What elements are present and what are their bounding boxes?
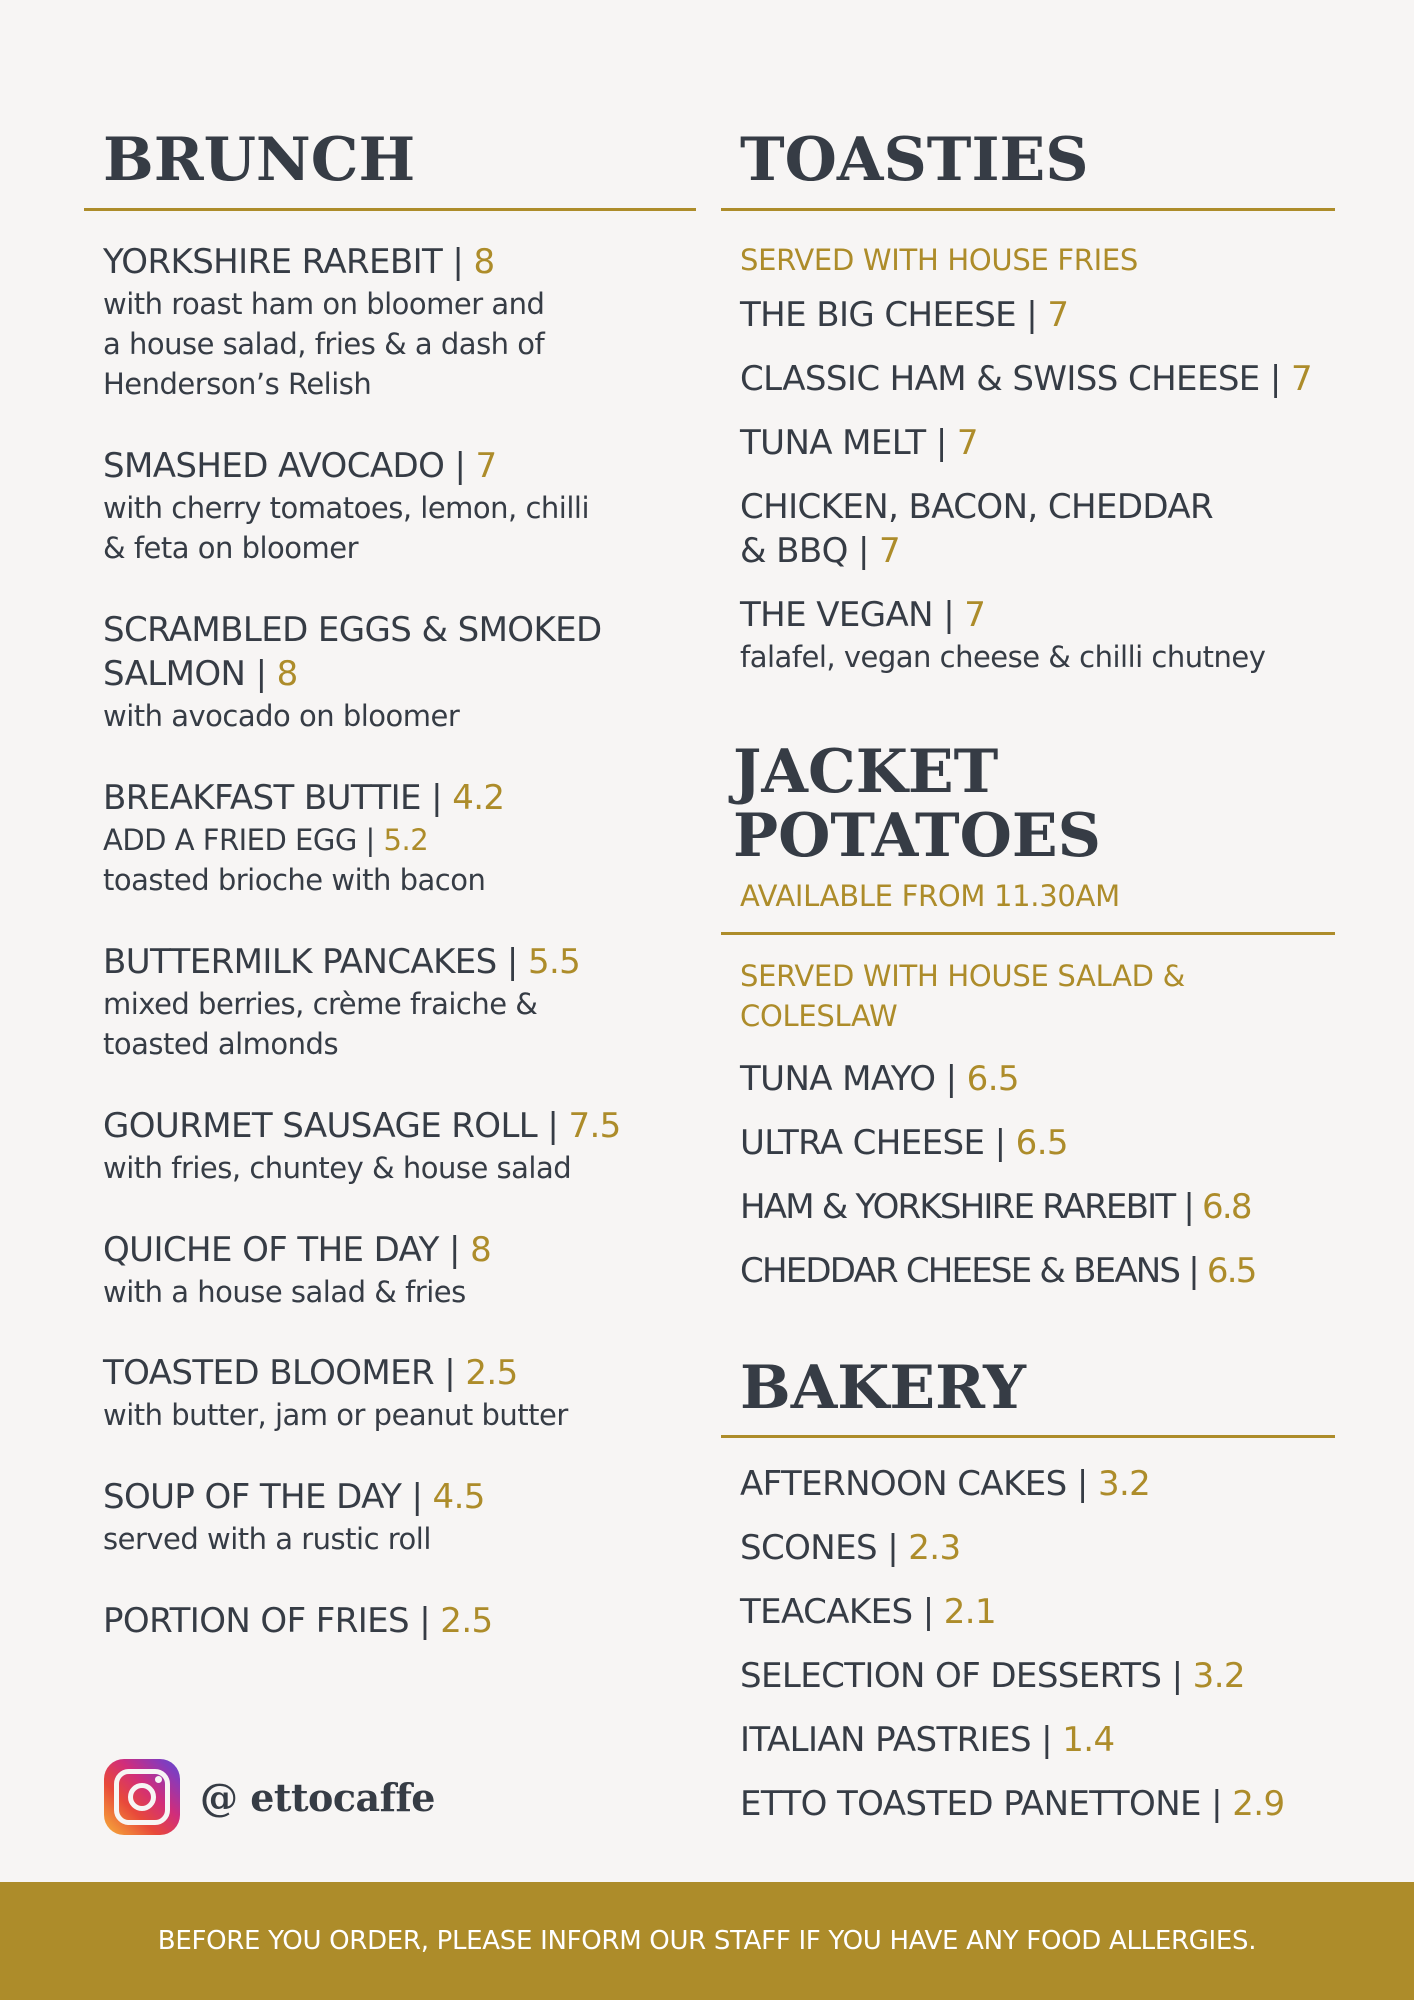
menu-item xyxy=(740,1121,1068,1165)
item-title xyxy=(103,940,580,984)
item-name: BREAKFAST BUTTIE xyxy=(103,778,421,818)
item-separator: | xyxy=(933,595,965,635)
item-separator: | xyxy=(1066,1464,1098,1504)
menu-item xyxy=(103,1351,568,1435)
item-separator: | xyxy=(537,1106,569,1146)
item-title-line1: SCRAMBLED EGGS & SMOKED xyxy=(103,610,602,650)
item-title xyxy=(740,1249,1256,1293)
menu-item xyxy=(103,444,589,568)
menu-item xyxy=(103,1599,493,1643)
item-name: QUICHE OF THE DAY xyxy=(103,1230,439,1270)
item-price: 4.5 xyxy=(432,1477,485,1517)
item-name: THE VEGAN xyxy=(740,595,934,635)
item-price: 7 xyxy=(956,423,978,463)
item-title xyxy=(740,421,978,465)
jacket-availability: AVAILABLE FROM 11.30AM xyxy=(740,879,1120,913)
item-title xyxy=(740,293,1068,337)
item-title xyxy=(103,1104,621,1148)
social-link[interactable] xyxy=(104,1759,435,1835)
menu-item xyxy=(740,1057,1019,1101)
item-description: with avocado on bloomer xyxy=(103,699,460,733)
instagram-icon xyxy=(104,1759,180,1835)
item-title xyxy=(103,1599,493,1643)
allergy-footer xyxy=(0,1882,1414,2000)
item-separator: | xyxy=(444,446,476,486)
menu-item xyxy=(103,1475,485,1559)
allergy-notice: BEFORE YOU ORDER, PLEASE INFORM OUR STAFF IF YOU HAVE ANY FOOD ALLERGIES. xyxy=(157,1926,1257,1956)
item-title xyxy=(103,240,544,284)
bakery-divider xyxy=(721,1435,1335,1438)
addon-price: 5.2 xyxy=(383,823,429,857)
item-separator: | xyxy=(876,1528,909,1568)
item-title xyxy=(103,776,504,820)
item-description: Henderson’s Relish xyxy=(103,367,372,401)
item-price: 7 xyxy=(879,531,901,571)
jacket-note-line1: SERVED WITH HOUSE SALAD & xyxy=(740,959,1185,993)
toasties-heading: TOASTIES xyxy=(740,125,1089,195)
menu-item xyxy=(740,1590,996,1634)
menu-item xyxy=(740,485,1213,573)
item-name: TEACAKES xyxy=(740,1592,913,1632)
brunch-divider xyxy=(84,208,696,211)
menu-item xyxy=(740,1526,961,1570)
item-title xyxy=(103,1228,491,1272)
item-separator: | xyxy=(912,1592,944,1632)
item-name: SCONES xyxy=(740,1528,877,1568)
item-title xyxy=(740,529,1213,573)
brunch-heading: BRUNCH xyxy=(103,125,416,195)
menu-item xyxy=(103,1104,621,1188)
menu-item xyxy=(740,293,1068,337)
item-name: THE BIG CHEESE xyxy=(740,295,1017,335)
item-separator: | xyxy=(434,1353,466,1393)
item-title xyxy=(740,1654,1245,1698)
item-title-line1: CHICKEN, BACON, CHEDDAR xyxy=(740,487,1214,527)
jacket-note-line2: COLESLAW xyxy=(740,999,898,1033)
item-name: SALMON xyxy=(103,654,246,694)
menu-item xyxy=(740,1718,1115,1762)
item-separator: | xyxy=(420,778,453,818)
item-price: 8 xyxy=(276,654,298,694)
item-price: 5.5 xyxy=(527,942,581,982)
item-price: 6.8 xyxy=(1201,1187,1251,1227)
item-addon xyxy=(103,820,504,860)
item-price: 7 xyxy=(1047,295,1069,335)
item-title xyxy=(740,1121,1068,1165)
item-description: falafel, vegan cheese & chilli chutney xyxy=(740,640,1266,674)
item-description: toasted almonds xyxy=(103,1027,339,1061)
item-price: 1.4 xyxy=(1062,1720,1115,1760)
item-price: 7 xyxy=(475,446,497,486)
item-name: HAM & YORKSHIRE RAREBIT xyxy=(740,1187,1175,1227)
item-title xyxy=(103,444,589,488)
item-price: 2.9 xyxy=(1232,1784,1285,1824)
item-description: with fries, chuntey & house salad xyxy=(103,1151,572,1185)
item-name: YORKSHIRE RAREBIT xyxy=(103,242,443,282)
item-name: SELECTION OF DESSERTS xyxy=(740,1656,1162,1696)
item-title xyxy=(103,1475,485,1519)
jacket-divider xyxy=(721,932,1335,935)
menu-item xyxy=(103,1228,491,1312)
item-title xyxy=(103,1351,568,1395)
item-description: with roast ham on bloomer and xyxy=(103,287,545,321)
item-separator: | xyxy=(935,1059,967,1099)
item-title xyxy=(740,1782,1285,1826)
item-name: ITALIAN PASTRIES xyxy=(740,1720,1031,1760)
item-description: & feta on bloomer xyxy=(103,531,359,565)
item-separator: | xyxy=(442,242,474,282)
item-separator: | xyxy=(1259,359,1291,399)
item-title xyxy=(740,1526,961,1570)
item-name: TOASTED BLOOMER xyxy=(103,1353,435,1393)
item-price: 3.2 xyxy=(1192,1656,1245,1696)
item-name: ULTRA CHEESE xyxy=(740,1123,985,1163)
item-title xyxy=(740,593,1265,637)
item-name: CLASSIC HAM & SWISS CHEESE xyxy=(740,359,1260,399)
addon-separator: | xyxy=(356,823,384,857)
item-description: served with a rustic roll xyxy=(103,1522,431,1556)
item-title xyxy=(740,357,1312,401)
menu-item xyxy=(103,608,602,736)
item-price: 3.2 xyxy=(1097,1464,1151,1504)
item-name: TUNA MELT xyxy=(740,423,926,463)
toasties-note: SERVED WITH HOUSE FRIES xyxy=(740,243,1138,277)
item-price: 6.5 xyxy=(1015,1123,1068,1163)
menu-item xyxy=(740,357,1312,401)
item-price: 4.2 xyxy=(452,778,505,818)
item-separator: | xyxy=(984,1123,1016,1163)
item-price: 6.5 xyxy=(966,1059,1019,1099)
item-separator: | xyxy=(245,654,277,694)
item-separator: | xyxy=(496,942,528,982)
menu-item xyxy=(740,1654,1245,1698)
jacket-heading-line2: POTATOES xyxy=(733,801,1101,871)
jacket-heading-line1: JACKET xyxy=(733,737,999,807)
item-name: PORTION OF FRIES xyxy=(103,1601,410,1641)
item-description: mixed berries, crème fraiche & xyxy=(103,987,538,1021)
item-title xyxy=(740,1590,996,1634)
menu-item xyxy=(740,593,1265,677)
item-description: a house salad, fries & a dash of xyxy=(103,327,545,361)
item-name: GOURMET SAUSAGE ROLL xyxy=(103,1106,538,1146)
bakery-heading: BAKERY xyxy=(740,1353,1026,1423)
menu-item xyxy=(740,1185,1251,1229)
item-name: TUNA MAYO xyxy=(740,1059,936,1099)
item-price: 2.5 xyxy=(465,1353,518,1393)
item-price: 2.1 xyxy=(943,1592,997,1632)
item-name: SMASHED AVOCADO xyxy=(103,446,445,486)
item-description: with a house salad & fries xyxy=(103,1275,466,1309)
item-separator: | xyxy=(925,423,957,463)
item-name: ETTO TOASTED PANETTONE xyxy=(740,1784,1201,1824)
item-separator: | xyxy=(1179,1251,1207,1291)
item-title xyxy=(740,1057,1019,1101)
item-separator: | xyxy=(438,1230,471,1270)
item-price: 2.5 xyxy=(440,1601,493,1641)
item-description: with butter, jam or peanut butter xyxy=(103,1398,568,1432)
item-name: SOUP OF THE DAY xyxy=(103,1477,402,1517)
menu-item xyxy=(103,940,580,1064)
addon-name: ADD A FRIED EGG xyxy=(103,823,357,857)
item-price: 6.5 xyxy=(1206,1251,1256,1291)
item-name: AFTERNOON CAKES xyxy=(740,1464,1067,1504)
item-name: BUTTERMILK PANCAKES xyxy=(103,942,497,982)
jacket-heading xyxy=(733,737,1101,871)
item-price: 7.5 xyxy=(568,1106,621,1146)
menu-item xyxy=(740,1782,1285,1826)
item-separator: | xyxy=(1016,295,1048,335)
item-name: CHEDDAR CHEESE & BEANS xyxy=(740,1251,1180,1291)
menu-item xyxy=(740,1462,1150,1506)
item-price: 7 xyxy=(964,595,986,635)
item-separator: | xyxy=(847,531,880,571)
menu-item xyxy=(103,240,544,404)
item-price: 7 xyxy=(1290,359,1313,399)
toasties-divider xyxy=(721,208,1335,211)
item-separator: | xyxy=(401,1477,433,1517)
menu-item xyxy=(103,776,504,900)
item-title xyxy=(740,1185,1251,1229)
item-description: toasted brioche with bacon xyxy=(103,863,486,897)
item-separator: | xyxy=(1174,1187,1202,1227)
menu-item xyxy=(740,421,978,465)
item-separator: | xyxy=(1030,1720,1063,1760)
item-price: 8 xyxy=(473,242,495,282)
item-title xyxy=(103,652,602,696)
instagram-handle: @ ettocaffe xyxy=(200,1774,435,1820)
item-separator: | xyxy=(409,1601,441,1641)
item-description: with cherry tomatoes, lemon, chilli xyxy=(103,491,590,525)
item-title xyxy=(740,1718,1115,1762)
item-separator: | xyxy=(1200,1784,1233,1824)
item-separator: | xyxy=(1161,1656,1193,1696)
item-price: 2.3 xyxy=(908,1528,961,1568)
item-name: & BBQ xyxy=(740,531,848,571)
item-title xyxy=(740,1462,1150,1506)
menu-item xyxy=(740,1249,1256,1293)
item-price: 8 xyxy=(470,1230,492,1270)
